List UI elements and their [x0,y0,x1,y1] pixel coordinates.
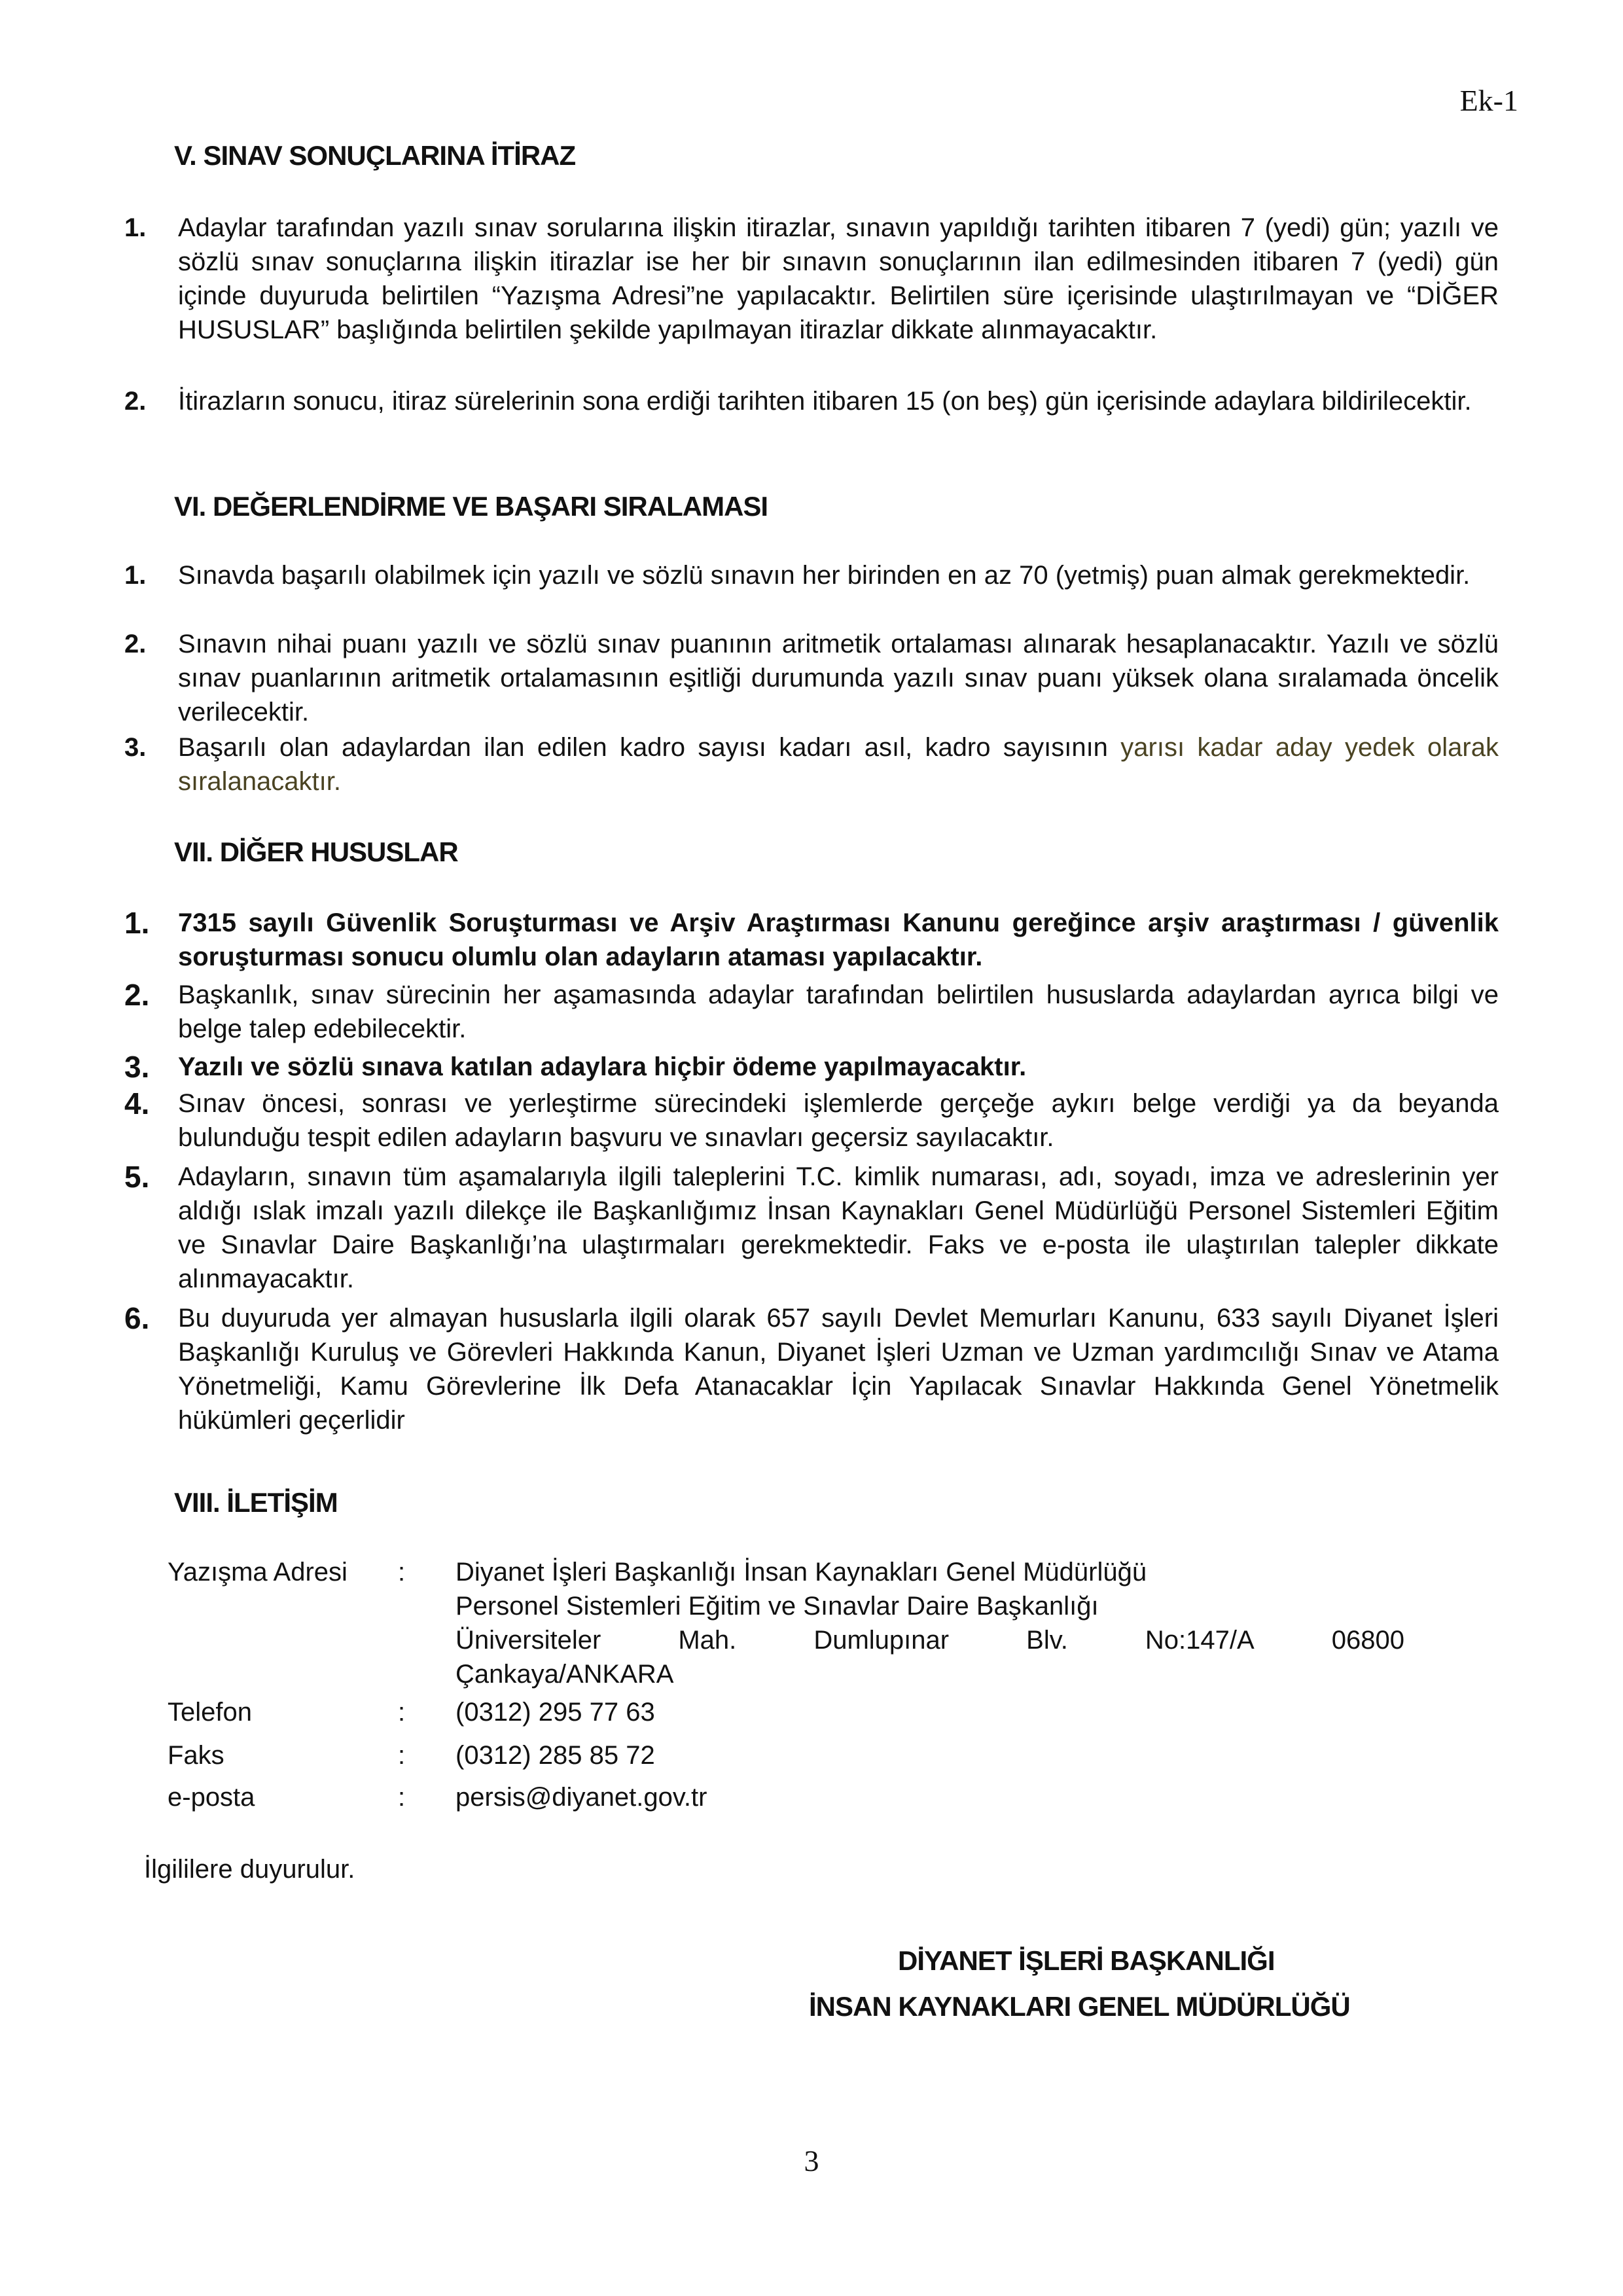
item-text: 7315 sayılı Güvenlik Soruşturması ve Arşiv Araştırması Kanunu gereğince arşiv araştırması / güvenlik soruşturması sonucu olumlu olan adayların ataması yapılacaktır. [178,908,1499,971]
phone-value: (0312) 295 77 63 [455,1698,655,1727]
item-number: 4. [124,1086,150,1121]
address-label: Yazışma Adresi [168,1558,348,1587]
item-number: 1. [124,213,147,242]
item-text: Adayların, sınavın tüm aşamalarıyla ilgili taleplerini T.C. kimlik numarası, adı, soyadı, imza ve adreslerinin yer aldığı ıslak imzalı yazılı dilekçe ile Başkanlığımız İnsan Kaynakları Genel Müdürlüğü Personel Sistemleri Eğitim ve Sınavlar Daire Başkanlığı’na ulaştırmaları gerekmektedir. Faks ve e-posta ile ulaştırılan talepler dikkate alınmayacaktır. [178,1162,1499,1293]
item-text: Sınav öncesi, sonrası ve yerleştirme sürecindeki işlemlerde gerçeğe aykırı belge verdiği ya da beyanda bulunduğu tespit edilen adayların başvuru ve sınavları geçersiz sayılacaktır. [178,1089,1499,1152]
item-text: Yazılı ve sözlü sınava katılan adaylara hiçbir ödeme yapılmayacaktır. [178,1052,1027,1081]
page-number: 3 [804,2144,819,2178]
item-number: 3. [124,1050,150,1084]
address-word: Üniversiteler [455,1626,601,1655]
address-line [455,1623,1404,1657]
closing-note: İlgililere duyurulur. [144,1855,355,1884]
signature-line-2: İNSAN KAYNAKLARI GENEL MÜDÜRLÜĞÜ [809,1991,1350,2022]
item-number: 5. [124,1160,150,1194]
phone-label: Telefon [168,1698,252,1727]
colon: : [398,1783,406,1812]
address-line: Personel Sistemleri Eğitim ve Sınavlar Daire Başkanlığı [455,1592,1099,1621]
section-vi-title: VI. DEĞERLENDİRME VE BAŞARI SIRALAMASI [174,491,768,522]
item-text-part: Başarılı olan adaylardan ilan edilen kadro sayısı kadarı asıl, kadro sayısının [178,733,1121,762]
address-word: Dumlupınar [813,1626,950,1655]
item-number: 3. [124,733,147,762]
section-vii-title: VII. DİĞER HUSUSLAR [174,836,458,867]
address-line: Diyanet İşleri Başkanlığı İnsan Kaynakları Genel Müdürlüğü [455,1558,1147,1587]
item-text: Başkanlık, sınav sürecinin her aşamasında adaylar tarafından belirtilen hususlarda adaylardan ayrıca bilgi ve belge talep edebilecektir. [178,980,1499,1043]
address-word: 06800 [1331,1626,1404,1655]
item-text: Bu duyuruda yer almayan hususlarla ilgili olarak 657 sayılı Devlet Memurları Kanunu, 633 sayılı Diyanet İşleri Başkanlığı Kuruluş ve Görevleri Hakkında Kanun, Diyanet İşleri Uzman ve Uzman yardımcılığı Sınav ve Atama Yönetmeliği, Kamu Görevlerine İlk Defa Atanacaklar İçin Yapılacak Sınavlar Hakkında Genel Yönetmelik hükümleri geçerlidir [178,1304,1499,1435]
address-word: No:147/A [1145,1626,1255,1655]
item-text-highlight: yarısı kadar aday yedek olarak sıralanacaktır. [178,733,1499,796]
item-number: 2. [124,630,147,658]
annex-label: Ek-1 [1459,84,1518,117]
address-line: Çankaya/ANKARA [455,1660,674,1689]
item-number: 1. [124,906,150,940]
fax-value: (0312) 285 85 72 [455,1741,655,1770]
section-viii-title: VIII. İLETİŞİM [174,1487,338,1518]
section-v-title: V. SINAV SONUÇLARINA İTİRAZ [174,140,576,171]
email-value: persis@diyanet.gov.tr [455,1783,707,1812]
item-text: İtirazların sonucu, itiraz sürelerinin sona erdiği tarihten itibaren 15 (on beş) gün içerisinde adaylara bildirilecektir. [178,387,1472,416]
email-label: e-posta [168,1783,255,1812]
address-word: Mah. [678,1626,737,1655]
item-number: 6. [124,1301,150,1335]
item-number: 2. [124,978,150,1012]
item-text: Sınavda başarılı olabilmek için yazılı ve sözlü sınavın her birinden en az 70 (yetmiş) puan almak gerekmektedir. [178,561,1471,590]
item-number: 1. [124,561,147,590]
item-text [178,730,1499,798]
item-text: Adaylar tarafından yazılı sınav sorularına ilişkin itirazlar, sınavın yapıldığı tarihten itibaren 7 (yedi) gün; yazılı ve sözlü sınav sonuçlarına ilişkin itirazlar ise her bir sınavın sonuçlarının ilan edilmesinden itibaren 7 (yedi) gün içinde duyuruda belirtilen “Yazışma Adresi”ne yapılacaktır. Belirtilen süre içerisinde ulaştırılmayan ve “DİĞER HUSUSLAR” başlığında belirtilen şekilde yapılmayan itirazlar dikkate alınmayacaktır. [178,213,1499,344]
item-text: Sınavın nihai puanı yazılı ve sözlü sınav puanının aritmetik ortalaması alınarak hesaplanacaktır. Yazılı ve sözlü sınav puanlarının aritmetik ortalamasının eşitliği durumunda yazılı sınav puanı yüksek olana sıralamada öncelik verilecektir. [178,630,1499,726]
colon: : [398,1741,406,1770]
fax-label: Faks [168,1741,224,1770]
colon: : [398,1698,406,1727]
address-value [455,1555,1404,1691]
colon: : [398,1558,406,1587]
signature-line-1: DİYANET İŞLERİ BAŞKANLIĞI [898,1945,1275,1976]
address-word: Blv. [1026,1626,1068,1655]
item-number: 2. [124,387,147,416]
